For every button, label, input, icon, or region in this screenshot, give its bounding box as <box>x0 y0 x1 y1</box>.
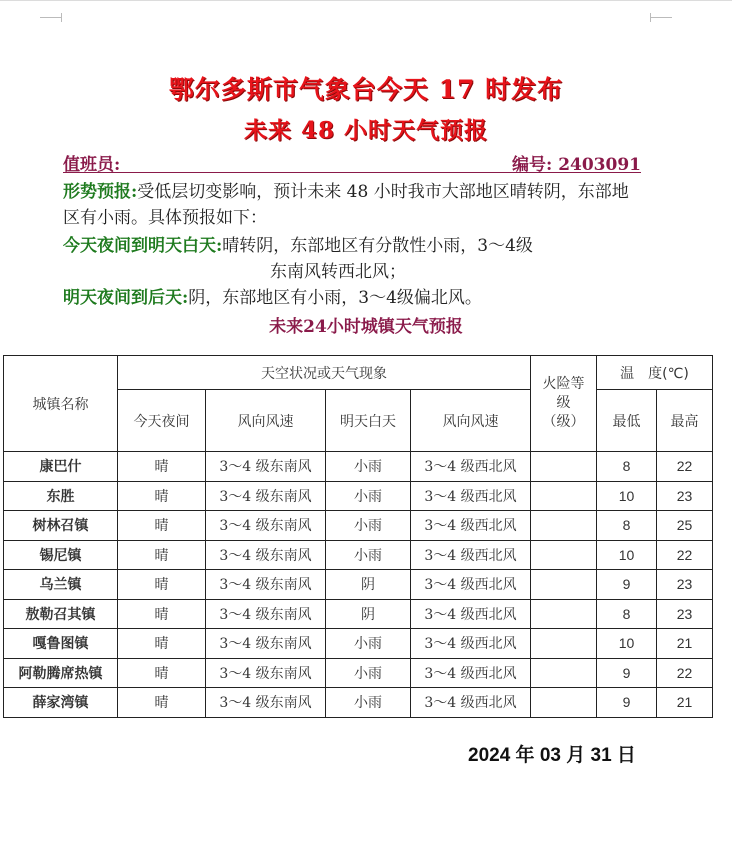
header-temp-group: 温 度(℃) <box>597 356 713 390</box>
cell-temp-min: 8 <box>597 599 657 629</box>
header-min: 最低 <box>597 390 657 452</box>
cell-wind-tonight: 3～4 级东南风 <box>206 511 326 541</box>
table-row <box>4 629 713 659</box>
cell-temp-max: 22 <box>657 452 713 482</box>
header-max: 最高 <box>657 390 713 452</box>
tonight-text-line1: 晴转阴，东部地区有分散性小雨，3～4级 <box>222 236 533 256</box>
cell-tomorrow-day: 小雨 <box>326 658 411 688</box>
cell-temp-min: 9 <box>597 658 657 688</box>
cell-wind-day: 3～4 级西北风 <box>411 629 531 659</box>
cell-tonight: 晴 <box>118 481 206 511</box>
issue-date: 2024 年 03 月 31 日 <box>468 745 636 766</box>
cell-city: 阿勒腾席热镇 <box>4 658 118 688</box>
cell-wind-day: 3～4 级西北风 <box>411 511 531 541</box>
cell-wind-tonight: 3～4 级东南风 <box>206 540 326 570</box>
cell-tomorrow-day: 小雨 <box>326 511 411 541</box>
cell-wind-tonight: 3～4 级东南风 <box>206 570 326 600</box>
cell-temp-min: 9 <box>597 688 657 718</box>
situation-text: 受低层切变影响，预计未来 48 小时我市大部地区晴转阴，东部地区有小雨。具体预报如下： <box>63 182 629 228</box>
situation-label: 形势预报: <box>63 182 138 202</box>
cell-tomorrow-day: 阴 <box>326 599 411 629</box>
table-title: 未来24小时城镇天气预报 <box>269 317 463 337</box>
cell-tomorrow-day: 小雨 <box>326 452 411 482</box>
cell-temp-max: 23 <box>657 570 713 600</box>
table-row <box>4 688 713 718</box>
header-tomorrow-day: 明天白天 <box>326 390 411 452</box>
cell-tonight: 晴 <box>118 452 206 482</box>
cell-temp-max: 23 <box>657 599 713 629</box>
cell-tomorrow-day: 小雨 <box>326 540 411 570</box>
cell-wind-day: 3～4 级西北风 <box>411 688 531 718</box>
cell-fire-level <box>531 481 597 511</box>
table-row <box>4 540 713 570</box>
table-row <box>4 511 713 541</box>
header-tonight: 今天夜间 <box>118 390 206 452</box>
cell-fire-level <box>531 511 597 541</box>
cell-temp-min: 10 <box>597 540 657 570</box>
cell-fire-level <box>531 688 597 718</box>
cell-fire-level <box>531 540 597 570</box>
town-forecast-table <box>3 355 713 718</box>
cell-temp-min: 8 <box>597 452 657 482</box>
tonight-forecast-cont: 东南风转西北风； <box>270 262 406 282</box>
cell-tomorrow-day: 小雨 <box>326 481 411 511</box>
tonight-forecast <box>63 233 643 259</box>
document-subtitle: 未来 48 小时天气预报 <box>243 117 489 144</box>
cell-fire-level <box>531 658 597 688</box>
cell-wind-tonight: 3～4 级东南风 <box>206 688 326 718</box>
cell-city: 嘎鲁图镇 <box>4 629 118 659</box>
cell-wind-tonight: 3～4 级东南风 <box>206 481 326 511</box>
cell-temp-max: 21 <box>657 688 713 718</box>
cell-wind-tonight: 3～4 级东南风 <box>206 452 326 482</box>
cell-temp-max: 21 <box>657 629 713 659</box>
cell-tonight: 晴 <box>118 511 206 541</box>
cell-tonight: 晴 <box>118 658 206 688</box>
cell-city: 敖勒召其镇 <box>4 599 118 629</box>
page-top-border <box>0 0 732 1</box>
cell-temp-max: 22 <box>657 540 713 570</box>
cell-city: 锡尼镇 <box>4 540 118 570</box>
cell-temp-min: 8 <box>597 511 657 541</box>
header-sky-group: 天空状况或天气现象 <box>118 356 531 390</box>
cell-wind-day: 3～4 级西北风 <box>411 658 531 688</box>
cell-fire-level <box>531 570 597 600</box>
duty-officer-label: 值班员: <box>63 155 121 175</box>
cell-tonight: 晴 <box>118 688 206 718</box>
cell-city: 康巴什 <box>4 452 118 482</box>
cell-tonight: 晴 <box>118 540 206 570</box>
tomorrow-night-label: 明天夜间到后天: <box>63 288 189 308</box>
header-wind2: 风向风速 <box>411 390 531 452</box>
page-corner-mark-left <box>40 17 62 18</box>
header-fire-line3: （级） <box>542 414 585 430</box>
cell-city: 东胜 <box>4 481 118 511</box>
tonight-label: 今天夜间到明天白天: <box>63 236 223 256</box>
cell-temp-min: 9 <box>597 570 657 600</box>
header-fire-line1: 火险等 <box>542 376 585 392</box>
cell-temp-min: 10 <box>597 481 657 511</box>
cell-wind-tonight: 3～4 级东南风 <box>206 599 326 629</box>
cell-wind-day: 3～4 级西北风 <box>411 481 531 511</box>
tomorrow-night-text: 阴，东部地区有小雨，3～4级偏北风。 <box>188 288 482 308</box>
cell-fire-level <box>531 629 597 659</box>
cell-fire-level <box>531 599 597 629</box>
header-fire-line2: 级 <box>556 395 571 411</box>
table-row <box>4 658 713 688</box>
cell-tonight: 晴 <box>118 629 206 659</box>
cell-tonight: 晴 <box>118 599 206 629</box>
cell-city: 薛家湾镇 <box>4 688 118 718</box>
page-corner-mark-right <box>650 17 672 18</box>
cell-wind-day: 3～4 级西北风 <box>411 599 531 629</box>
cell-temp-max: 23 <box>657 481 713 511</box>
serial-number: 编号: 2403091 <box>512 155 641 175</box>
tomorrow-night-forecast <box>63 285 643 311</box>
document-title: 鄂尔多斯市气象台今天 17 时发布 <box>168 75 564 104</box>
table-row <box>4 599 713 629</box>
cell-temp-max: 25 <box>657 511 713 541</box>
table-row <box>4 481 713 511</box>
table-row <box>4 570 713 600</box>
header-city: 城镇名称 <box>4 356 118 452</box>
table-row <box>4 452 713 482</box>
cell-tomorrow-day: 阴 <box>326 570 411 600</box>
cell-tomorrow-day: 小雨 <box>326 629 411 659</box>
header-fire-level <box>531 356 597 452</box>
cell-wind-day: 3～4 级西北风 <box>411 570 531 600</box>
cell-wind-day: 3～4 级西北风 <box>411 540 531 570</box>
cell-tonight: 晴 <box>118 570 206 600</box>
cell-city: 树林召镇 <box>4 511 118 541</box>
cell-temp-max: 22 <box>657 658 713 688</box>
cell-wind-tonight: 3～4 级东南风 <box>206 629 326 659</box>
situation-forecast <box>63 179 643 231</box>
cell-wind-tonight: 3～4 级东南风 <box>206 658 326 688</box>
duty-line <box>63 150 641 173</box>
cell-temp-min: 10 <box>597 629 657 659</box>
cell-fire-level <box>531 452 597 482</box>
cell-city: 乌兰镇 <box>4 570 118 600</box>
cell-wind-day: 3～4 级西北风 <box>411 452 531 482</box>
header-wind1: 风向风速 <box>206 390 326 452</box>
cell-tomorrow-day: 小雨 <box>326 688 411 718</box>
